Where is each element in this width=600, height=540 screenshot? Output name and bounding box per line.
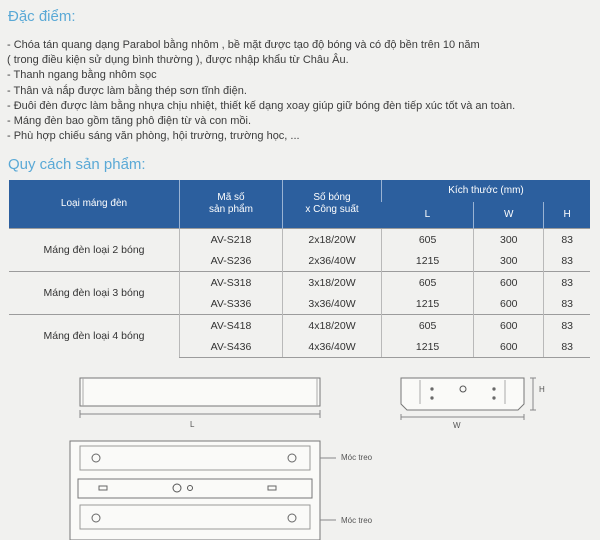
H-cell: 83 bbox=[544, 250, 590, 272]
bulbs-cell: 2x18/20W bbox=[283, 229, 382, 251]
code-cell: AV-S418 bbox=[180, 315, 283, 337]
hook-label-top: Móc treo bbox=[341, 453, 373, 462]
W-cell: 600 bbox=[474, 315, 544, 337]
bulbs-cell: 2x36/40W bbox=[283, 250, 382, 272]
L-cell: 605 bbox=[382, 229, 474, 251]
feature-item: - Chóa tán quang dạng Parabol bằng nhôm , bề mặt được tạo độ bóng và có độ bền trên 10 năm bbox=[7, 39, 480, 51]
feature-item: - Thanh ngang bằng nhôm sọc bbox=[7, 69, 157, 82]
L-cell: 605 bbox=[382, 272, 474, 294]
H-cell: 83 bbox=[544, 336, 590, 358]
bulbs-cell: 3x36/40W bbox=[283, 293, 382, 315]
W-cell: 600 bbox=[474, 272, 544, 294]
L-cell: 1215 bbox=[382, 336, 474, 358]
spec-title: Quy cách sản phẩm: bbox=[8, 156, 146, 173]
H-cell: 83 bbox=[544, 293, 590, 315]
bulbs-cell: 3x18/20W bbox=[283, 272, 382, 294]
header-code: Mã số sản phẩm bbox=[180, 180, 283, 229]
feature-item: - Phù hợp chiếu sáng văn phòng, hội trường, trường học, ... bbox=[7, 130, 300, 143]
code-cell: AV-S436 bbox=[180, 336, 283, 358]
dimension-label-H: H bbox=[539, 385, 545, 394]
feature-item: - Đuôi đèn được làm bằng nhựa chịu nhiệt, thiết kế dạng xoay giúp giữ bóng đèn tiếp xúc tốt và an toàn. bbox=[7, 99, 516, 112]
front-view-drawing bbox=[80, 378, 320, 418]
dimension-label-L: L bbox=[190, 420, 195, 429]
end-view-drawing bbox=[401, 378, 536, 420]
feature-item: ( trong điều kiện sử dụng bình thường ), được nhập khẩu từ Châu Âu. bbox=[7, 54, 349, 67]
code-cell: AV-S236 bbox=[180, 250, 283, 272]
dimension-label-W: W bbox=[453, 421, 461, 430]
top-view-drawing bbox=[70, 441, 336, 540]
header-H: H bbox=[544, 202, 590, 229]
W-cell: 600 bbox=[474, 293, 544, 315]
L-cell: 1215 bbox=[382, 250, 474, 272]
code-cell: AV-S218 bbox=[180, 229, 283, 251]
L-cell: 605 bbox=[382, 315, 474, 337]
L-cell: 1215 bbox=[382, 293, 474, 315]
code-cell: AV-S336 bbox=[180, 293, 283, 315]
H-cell: 83 bbox=[544, 229, 590, 251]
fixture-type-cell: Máng đèn loại 3 bóng bbox=[9, 272, 180, 315]
header-dims: Kích thước (mm) bbox=[382, 180, 591, 202]
H-cell: 83 bbox=[544, 315, 590, 337]
header-L: L bbox=[382, 202, 474, 229]
W-cell: 300 bbox=[474, 250, 544, 272]
bulbs-cell: 4x36/40W bbox=[283, 336, 382, 358]
fixture-type-cell: Máng đèn loại 4 bóng bbox=[9, 315, 180, 358]
header-type: Loại máng đèn bbox=[9, 180, 180, 229]
H-cell: 83 bbox=[544, 272, 590, 294]
W-cell: 600 bbox=[474, 336, 544, 358]
fixture-type-cell: Máng đèn loại 2 bóng bbox=[9, 229, 180, 272]
header-bulbs: Số bóng x Công suất bbox=[283, 180, 382, 229]
bulbs-cell: 4x18/20W bbox=[283, 315, 382, 337]
code-cell: AV-S318 bbox=[180, 272, 283, 294]
feature-item: - Thân và nắp được làm bằng thép sơn tĩnh điện. bbox=[7, 84, 247, 97]
hook-label-bottom: Móc treo bbox=[341, 516, 373, 525]
W-cell: 300 bbox=[474, 229, 544, 251]
features-title: Đặc điểm: bbox=[8, 8, 76, 25]
feature-item: - Máng đèn bao gồm tăng phô điện từ và con mồi. bbox=[7, 115, 252, 128]
header-W: W bbox=[474, 202, 544, 229]
